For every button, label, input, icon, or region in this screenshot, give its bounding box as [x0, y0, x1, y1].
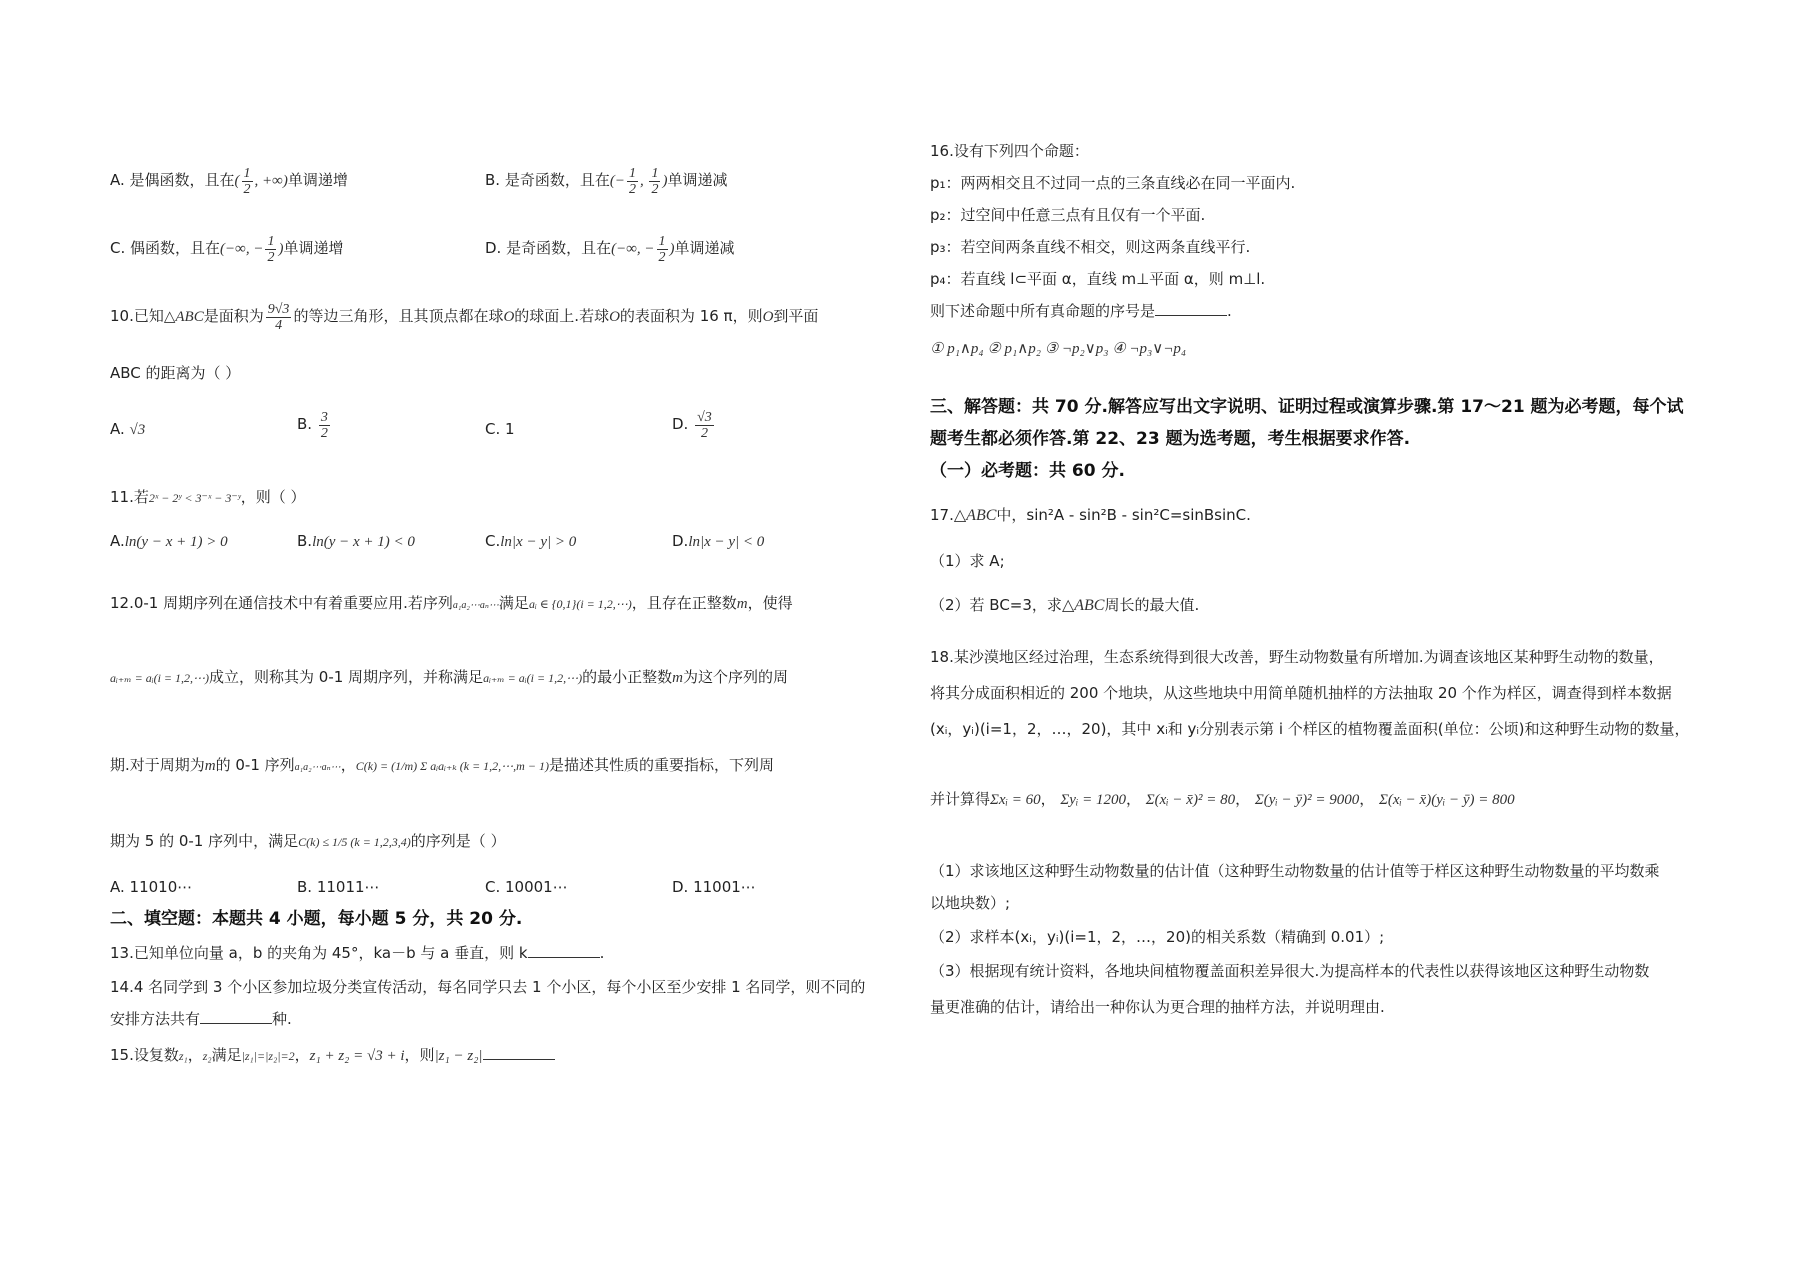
- q10-line2: ABC 的距离为（ ）: [110, 364, 241, 382]
- q13: 13.已知单位向量 a，b 的夹角为 45°，ka－b 与 a 垂直，则 k .: [110, 944, 605, 962]
- q17-stem: 17.△ABC中，sin²A - sin²B - sin²C=sinBsinC.: [930, 506, 1251, 524]
- q9-option-a: A. 是偶函数，且在( $\frac{1}{2}$ , +∞)单调递增: [110, 166, 348, 197]
- q18-line2: 将其分成面积相近的 200 个地块，从这些地块中用简单随机抽样的方法抽取 20 个作为样区，调查得到样本数据: [930, 684, 1672, 702]
- q12-option-c: C. 10001⋯: [485, 878, 568, 896]
- q16-answer-blank: [1155, 301, 1227, 316]
- q16-p1: p₁：两两相交且不过同一点的三条直线必在同一平面内.: [930, 174, 1296, 192]
- q16-p2: p₂：过空间中任意三点有且仅有一个平面.: [930, 206, 1206, 224]
- q14-answer-blank: [200, 1009, 272, 1024]
- section3-subheading: （一）必考题：共 60 分.: [930, 461, 1125, 481]
- q18-part3-line1: （3）根据现有统计资料，各地块间植物覆盖面积差异很大.为提高样本的代表性以获得该地区这种野生动物数: [930, 962, 1650, 980]
- q12-line2: aᵢ₊ₘ = aᵢ(i = 1,2,⋯)成立，则称其为 0-1 周期序列，并称满足aᵢ₊ₘ = aᵢ(i = 1,2,⋯)的最小正整数m为这个序列的周: [110, 668, 788, 686]
- q11-stem: 11.若2ˣ − 2ʸ < 3⁻ˣ − 3⁻ʸ，则（ ）: [110, 488, 306, 506]
- q10-option-a: A. √3: [110, 420, 146, 438]
- section2-heading: 二、填空题：本题共 4 小题，每小题 5 分，共 20 分.: [110, 909, 523, 929]
- q11-option-c: C.ln|x − y| > 0: [485, 532, 577, 550]
- q18-line1: 18.某沙漠地区经过治理，生态系统得到很大改善，野生动物数量有所增加.为调查该地区某种野生动物的数量，: [930, 648, 1664, 666]
- section3-heading-line1: 三、解答题：共 70 分.解答应写出文字说明、证明过程或演算步骤.第 17～21 题为必考题，每个试: [930, 397, 1684, 417]
- q18-part1-line2: 以地块数）;: [930, 894, 1011, 912]
- q11-option-a: A.ln(y − x + 1) > 0: [110, 532, 228, 550]
- q14-line2: 安排方法共有 种.: [110, 1010, 292, 1028]
- q9-option-d: D. 是奇函数，且在(−∞, − $\frac{1}{2}$ )单调递减: [485, 234, 735, 265]
- q16-p3: p₃：若空间两条直线不相交，则这两条直线平行.: [930, 238, 1251, 256]
- q16-stem: 16.设有下列四个命题：: [930, 142, 1089, 160]
- q10-option-d: D. $\frac{√3}{2}$: [672, 410, 712, 441]
- q12-line1: 12.0-1 周期序列在通信技术中有着重要应用.若序列a₁a₂⋯aₙ⋯满足aᵢ ∈ {0,1}(i = 1,2,⋯)，且存在正整数m，使得: [110, 594, 793, 612]
- q18-sums: 并计算得Σxᵢ = 60， Σyᵢ = 1200， Σ(xᵢ − x̄)² = 80， Σ(yᵢ − ȳ)² = 9000， Σ(xᵢ − x̄)(yᵢ − ȳ) = 800: [930, 790, 1515, 808]
- q9-option-c: C. 偶函数，且在(−∞, − $\frac{1}{2}$ )单调递增: [110, 234, 344, 265]
- q12-line4: 期为 5 的 0-1 序列中，满足C(k) ≤ 1/5 (k = 1,2,3,4)的序列是（ ）: [110, 832, 506, 850]
- q15: 15.设复数z₁，z₂满足|z₁|=|z₂|=2，z₁ + z₂ = √3 + i，则|z₁ − z₂|: [110, 1044, 555, 1067]
- q16-options: ① p₁∧p₄ ② p₁∧p₂ ③ ¬p₂∨p₃ ④ ¬p₃∨¬p₄: [930, 341, 1187, 357]
- q11-option-b: B.ln(y − x + 1) < 0: [297, 532, 415, 550]
- q10-option-c: C. 1: [485, 420, 515, 438]
- q12-option-d: D. 11001⋯: [672, 878, 756, 896]
- q10-option-b: B. $\frac{3}{2}$: [297, 410, 328, 441]
- q9-option-b: B. 是奇函数，且在(− $\frac{1}{2}$ , $\frac{1}{2}$ )单调递减: [485, 166, 728, 197]
- section3-heading-line2: 题考生都必须作答.第 22、23 题为选考题，考生根据要求作答.: [930, 429, 1411, 449]
- q12-line3: 期.对于周期为m的 0-1 序列a₁a₂⋯aₙ⋯，C(k) = (1/m) Σ aᵢaᵢ₊ₖ (k = 1,2,⋯,m − 1)是描述其性质的重要指标，下列周: [110, 756, 774, 774]
- q10-stem: 10.已知△ABC是面积为 $\frac{9√3}{4}$ 的等边三角形，且其顶点都在球O的球面上.若球O的表面积为 16 π，则O到平面: [110, 302, 819, 333]
- q13-answer-blank: [528, 943, 600, 958]
- q17-part1: （1）求 A;: [930, 552, 1005, 570]
- q18-part2: （2）求样本(xᵢ，yᵢ)(i=1，2，…，20)的相关系数（精确到 0.01）;: [930, 928, 1385, 946]
- q18-line3: (xᵢ，yᵢ)(i=1，2，…，20)，其中 xᵢ和 yᵢ分别表示第 i 个样区的植物覆盖面积(单位：公顷)和这种野生动物的数量，: [930, 720, 1690, 738]
- q18-part3-line2: 量更准确的估计，请给出一种你认为更合理的抽样方法，并说明理由.: [930, 998, 1385, 1016]
- q17-part2: （2）若 BC=3，求△ABC周长的最大值.: [930, 596, 1200, 614]
- q16-ask: 则下述命题中所有真命题的序号是 .: [930, 302, 1232, 320]
- q11-option-d: D.ln|x − y| < 0: [672, 532, 765, 550]
- q12-option-b: B. 11011⋯: [297, 878, 380, 896]
- q12-option-a: A. 11010⋯: [110, 878, 193, 896]
- q15-answer-blank: [483, 1045, 555, 1060]
- q14-line1: 14.4 名同学到 3 个小区参加垃圾分类宣传活动，每名同学只去 1 个小区，每个小区至少安排 1 名同学，则不同的: [110, 978, 866, 996]
- q18-part1-line1: （1）求该地区这种野生动物数量的估计值（这种野生动物数量的估计值等于样区这种野生动物数量的平均数乘: [930, 862, 1660, 880]
- q16-p4: p₄：若直线 l⊂平面 α，直线 m⊥平面 α，则 m⊥l.: [930, 270, 1266, 288]
